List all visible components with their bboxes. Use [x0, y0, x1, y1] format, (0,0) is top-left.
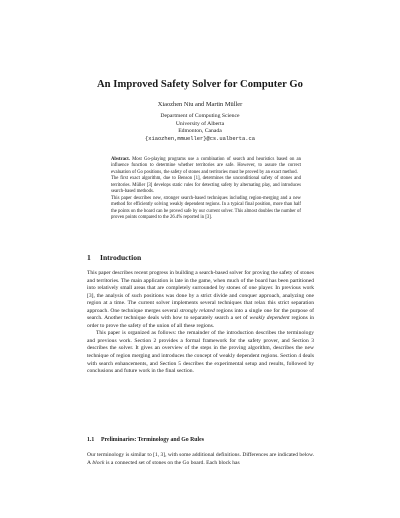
prelim-p1-emphasis: block [92, 459, 105, 466]
subsection-heading-preliminaries [87, 437, 204, 443]
intro-p1-text-b: regions into a single one for the purpose of search. Another technique deals with how to separately search a set of [87, 307, 314, 322]
abstract-paragraph-1 [111, 157, 301, 176]
abstract-label: Abstract. [111, 157, 130, 162]
prelim-paragraph-1 [87, 452, 314, 467]
intro-paragraph-1 [87, 270, 314, 330]
intro-p1-text-c: regions in order to prove the safety of the union of all these regions. [87, 315, 315, 329]
intro-p1-emphasis-2: weakly dependent [249, 315, 290, 322]
abstract-paragraph-3: This paper describes new, stronger search-based techniques including region-merging and a new method for efficiently solving weakly dependent regions. In a typical final position, more than half the points on the board can be proved safe by our current solver. This almost doubles the number of proven points compared to the 26.4% reported in [3]. [111, 195, 301, 221]
intro-p1-text: This paper describes recent progress in building a search-based solver for proving the safety of stones and territories. The main application is late in the game, when much of the board has been partitioned into relatively small areas that are completely surrounded by stones of one player. In previous work [3], the analysis of such positions was done by a strict divide and conquer approach, analyzing one region at a time. The current solver implements several techniques that relax this strict separation approach. One technique merges several [87, 270, 314, 314]
preliminaries-body [87, 452, 314, 467]
introduction-body [87, 270, 314, 376]
affiliation-dept: Department of Computing Science [160, 113, 240, 119]
section-heading-introduction [87, 253, 141, 262]
affiliation-univ: University of Alberta [175, 120, 225, 127]
section-title: Introduction [100, 253, 142, 262]
paper-authors: Xiaozhen Niu and Martin Müller [157, 101, 243, 108]
affiliation-city: Edmonton, Canada [178, 128, 222, 135]
affiliation-block [0, 113, 400, 143]
section-number: 1 [87, 253, 91, 262]
subsection-title: Preliminaries: Terminology and Go Rules [101, 437, 204, 443]
paper-title: An Improved Safety Solver for Computer Go [96, 79, 304, 90]
prelim-p1-text-b: is a connected set of stones on the Go board. Each block has [105, 459, 240, 466]
abstract-block [111, 157, 301, 222]
intro-paragraph-2: This paper is organized as follows: the remainder of the introduction describes the terminology and previous work. Section 2 provides a formal framework for the safety prover, and Section 3 describes the solver. It gives an overview of the steps in the proving algorithm, describes the new technique of region merging and introduces the concept of weakly dependent regions. Section 4 deals with search enhancements, and Section 5 describes the experimental setup and results, followed by conclusions and future work in the final section. [87, 330, 314, 375]
subsection-number: 1.1 [87, 437, 95, 443]
abstract-paragraph-2: The first exact algorithm, due to Benson [1], determines the unconditional safety of stones and territories. Müller [3] develops static rules for detecting safety by alternating play, and introduces search-based methods. [111, 176, 301, 195]
abstract-text-1: Most Go-playing programs use a combination of search and heuristics based on an influence function to determine whether territories are safe. However, to assure the correct evaluation of Go positions, the safety of stones and territories must be proved by an exact method. [111, 157, 301, 175]
author-email: {xiaozhen,mmueller}@cs.ualberta.ca [145, 135, 255, 142]
intro-p1-emphasis: strongly related [179, 307, 215, 314]
prelim-p1-text: Our terminology is similar to [1, 3], with some additional definitions. Differences are indicated below. A [87, 452, 314, 466]
